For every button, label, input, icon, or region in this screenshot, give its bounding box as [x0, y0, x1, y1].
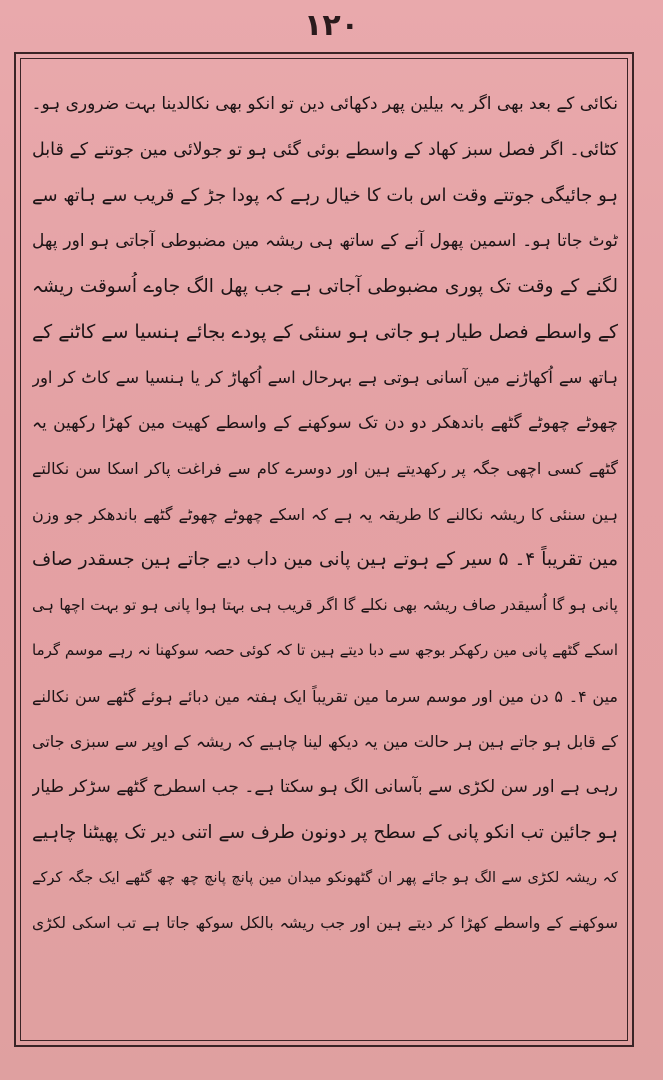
text-line: اسکے گٹھے پانی مین رکھکر بوجھ سے دبا دیتے ہین تا کہ کوئی حصہ سوکھنا نہ رہے موسم گرما: [32, 641, 618, 659]
text-line: پانی ہو گا اُسیقدر صاف ریشہ بھی نکلے گا اگر قریب ہی بہتا ہوا پانی ہو تو بہت اچھا ہی: [32, 595, 618, 614]
text-line: ہاتھ سے اُکھاڑنے مین آسانی ہوتی ہے بہرحال اسے اُکھاڑ کر یا ہنسیا سے کاٹ کر اور: [32, 368, 618, 387]
text-line: ہین سنئی کا ریشہ نکالنے کا طریقہ یہ ہے کہ اسکے چھوٹے چھوٹے گٹھے باندھکر جو وزن: [32, 504, 618, 524]
text-line: نکائی کے بعد بھی اگر یہ بیلین پھر دکھائی دین تو انکو بھی نکالدینا بہت ضروری ہو۔: [32, 94, 618, 114]
text-line: کہ ریشہ لکڑی سے الگ ہو جائے پھر ان گٹھونکو میدان مین پانچ پانچ چھ چھ گٹھے ایک جگہ کرکے: [32, 869, 618, 886]
page-number: ۱۲۰: [304, 8, 359, 43]
text-line: گٹھے کسی اچھی جگہ پر رکھدیتے ہین اور دوسرے کام سے فراغت پاکر اسکا سن نکالتے: [32, 459, 618, 478]
body-text: [32, 82, 618, 1032]
text-line: کے واسطے فصل طیار ہو جاتی ہو سنئی کے پودے بجائے ہنسیا سے کاٹنے کے: [32, 320, 618, 343]
text-line: ہو جائیگی جوتتے وقت اس بات کا خیال رہے کہ پودا جڑ کے قریب سے ہاتھ سے: [32, 185, 618, 206]
text-line: سوکھنے کے واسطے کھڑا کر دیتے ہین اور جب ریشہ بالکل سوکھ جاتا ہے تب اسکی لکڑی: [32, 914, 618, 932]
text-line: چھوٹے چھوٹے گٹھے باندھکر دو دن تک سوکھنے کے واسطے کھیت مین کھڑا رکھین یہ: [32, 412, 618, 433]
text-line: ہو جائین تب انکو پانی کے سطح پر دونون طرف سے اتنی دیر تک پھیٹنا چاہیے: [32, 822, 618, 843]
text-line: ٹوٹ جاتا ہو۔ اسمین پھول آنے کے ساتھ ہی ریشہ مین مضبوطی آجاتی ہو اور پھل: [32, 230, 618, 251]
text-line: رہی ہے اور سن لکڑی سے بآسانی الگ ہو سکتا ہے۔ جب اسطرح گٹھے سڑکر طیار: [32, 776, 618, 797]
text-line: کٹائی۔ اگر فصل سبز کھاد کے واسطے بوئی گئی ہو تو جولائی مین جوتنے کے قابل: [32, 139, 618, 160]
text-line: مین تقریباً ۴۔ ۵ سیر کے ہوتے ہین پانی مین داب دیے جاتے ہین جسقدر صاف: [32, 549, 618, 570]
text-line: کے قابل ہو جاتے ہین ہر حالت مین یہ دیکھ لینا چاہیے کہ ریشہ کے اوپر سے سبزی جاتی: [32, 732, 618, 751]
text-line: لگنے کے وقت تک پوری مضبوطی آجاتی ہے جب پھل الگ جاوے اُسوقت ریشہ: [32, 276, 618, 297]
text-line: مین ۴۔ ۵ دن مین اور موسم سرما مین تقریباً ایک ہفتہ مین دبائے ہوئے گٹھے سن نکالنے: [32, 686, 618, 706]
